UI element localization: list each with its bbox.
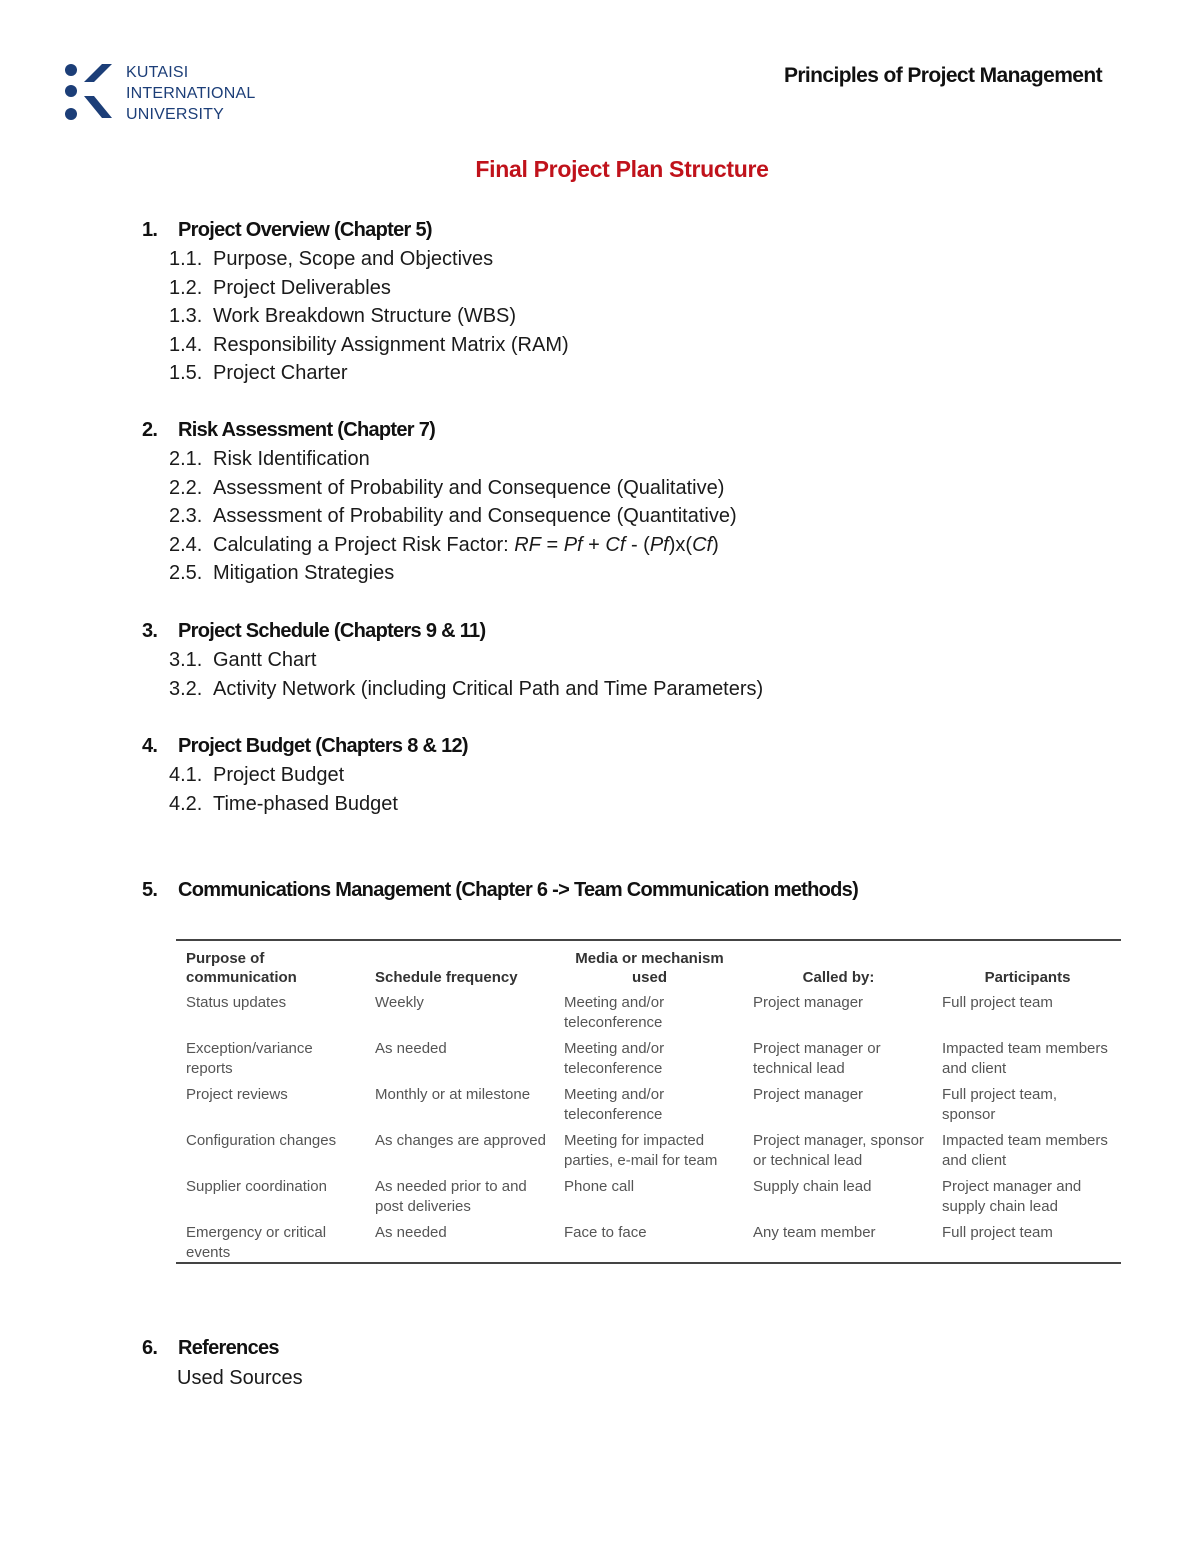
section-number: 1. [142,219,158,241]
table-cell: Full project team, sponsor [942,1086,1058,1123]
item-number: 3.2. [169,677,203,700]
item-number: 1.1. [169,248,203,270]
communication-plan-table [176,939,1121,1264]
references-text: Used Sources [177,1367,303,1389]
table-row [176,1175,1121,1221]
table-row [176,991,1121,1037]
item-number: 3.1. [169,649,203,671]
section-number: 4. [142,735,158,757]
logo-line: KUTAISI [126,64,189,81]
item-text: Work Breakdown Structure (WBS) [213,305,517,328]
item-text: Purpose, Scope and Objectives [213,248,494,270]
table-cell: As needed [375,1224,447,1241]
item-number: 2.3. [169,505,203,528]
table-cell: Project manager, sponsor or technical lead [753,1132,924,1169]
column-header: Participants [984,969,1071,986]
list-item [142,274,569,303]
section-heading [142,1334,303,1363]
list-item [142,531,737,560]
risk-factor-formula: RF = Pf + Cf - (Pf)x(Cf) [514,533,719,556]
section-title: Project Overview (Chapter 5) [178,219,432,241]
document-title: Final Project Plan Structure [475,156,769,182]
table-row [176,1083,1121,1129]
item-text: Activity Network (including Critical Path and Time Parameters) [213,677,764,700]
list-item [142,331,569,360]
section-heading [142,416,737,445]
table-row [176,1129,1121,1175]
logo-line: UNIVERSITY [126,106,225,123]
university-logo-text [126,62,255,125]
table-cell: Meeting and/or teleconference [564,1086,665,1123]
table-row [176,1037,1121,1083]
list-item [142,761,468,790]
table-cell: As needed [375,1040,447,1057]
section-number: 6. [142,1337,158,1359]
item-text: Assessment of Probability and Consequence (Qualitative) [213,476,725,499]
table-cell: Monthly or at milestone [375,1086,531,1103]
item-text: Risk Identification [213,448,370,470]
table-cell: Project manager or technical lead [753,1040,881,1077]
item-number: 1.5. [169,362,203,385]
section-heading [142,617,763,646]
column-header: Schedule frequency [375,969,518,986]
item-text: Project Charter [213,362,348,385]
item-text: Time-phased Budget [213,792,398,815]
item-text: Gantt Chart [213,649,317,671]
list-item [142,790,468,819]
table-cell: Meeting and/or teleconference [564,1040,665,1077]
item-number: 2.4. [169,533,203,556]
table-cell: As changes are approved [375,1132,546,1149]
list-item [142,502,737,531]
item-number: 4.1. [169,764,203,786]
section-number: 2. [142,419,158,441]
table-cell: Exception/variance reports [186,1040,313,1077]
section-risk-assessment [142,416,737,588]
item-number: 2.5. [169,562,203,585]
section-project-schedule [142,617,763,703]
table-cell: Phone call [564,1178,635,1195]
section-project-overview [142,216,569,388]
table-cell: Weekly [375,994,424,1011]
table-cell: Project manager [753,1086,864,1103]
section-heading [142,216,569,245]
item-number: 2.2. [169,476,203,499]
section-communications [142,876,858,905]
table-cell: Meeting for impacted parties, e-mail for team [564,1132,718,1169]
item-number: 4.2. [169,792,203,815]
section-project-budget [142,732,468,818]
section-title: References [178,1337,279,1359]
item-text: Responsibility Assignment Matrix (RAM) [213,333,569,356]
item-text: Project Budget [213,764,345,786]
table-row [176,1221,1121,1263]
section-title: Project Schedule (Chapters 9 & 11) [178,620,486,642]
column-header: Called by: [802,969,875,986]
item-text: Mitigation Strategies [213,562,395,585]
section-number: 5. [142,879,158,901]
table-cell: Full project team [942,994,1053,1011]
table-cell: Impacted team members and client [942,1040,1108,1077]
item-number: 1.2. [169,276,203,299]
table-cell: Supplier coordination [186,1178,327,1195]
list-item [142,675,763,704]
section-title: Communications Management (Chapter 6 -> Team Communication methods) [178,879,859,901]
section-title: Risk Assessment (Chapter 7) [178,419,436,441]
list-item [142,359,569,388]
list-item [142,646,763,675]
section-title: Project Budget (Chapters 8 & 12) [178,735,468,757]
section-heading [142,876,858,905]
section-heading [142,732,468,761]
column-header: Media or mechanism used [575,950,724,986]
table-cell: Project manager [753,994,864,1011]
section-number: 3. [142,620,158,642]
table-cell: Meeting and/or teleconference [564,994,665,1031]
list-item [142,474,737,503]
table-cell: Project reviews [186,1086,288,1103]
item-number: 1.4. [169,333,203,356]
table-cell: Status updates [186,994,287,1011]
list-item [142,559,737,588]
logo-line: INTERNATIONAL [126,85,256,102]
item-text: Calculating a Project Risk Factor: [213,533,515,556]
course-title: Principles of Project Management [783,64,1102,87]
item-text: Project Deliverables [213,276,391,299]
table-header-row [176,940,1121,991]
table-cell: Configuration changes [186,1132,337,1149]
item-number: 1.3. [169,305,203,328]
list-item [142,302,569,331]
table-cell: Impacted team members and client [942,1132,1108,1169]
section-references [142,1334,303,1393]
table-cell: Project manager and supply chain lead [942,1178,1082,1215]
list-item [142,245,569,274]
table-cell: Supply chain lead [753,1178,872,1195]
item-text: Assessment of Probability and Consequence (Quantitative) [213,505,737,528]
table-cell: As needed prior to and post deliveries [375,1178,527,1215]
table-cell: Emergency or critical events [186,1224,327,1261]
item-number: 2.1. [169,448,203,470]
column-header: Purpose of communication [186,950,297,986]
table-cell: Any team member [753,1224,876,1241]
list-item [142,445,737,474]
table-cell: Face to face [564,1224,647,1241]
table-cell: Full project team [942,1224,1053,1241]
